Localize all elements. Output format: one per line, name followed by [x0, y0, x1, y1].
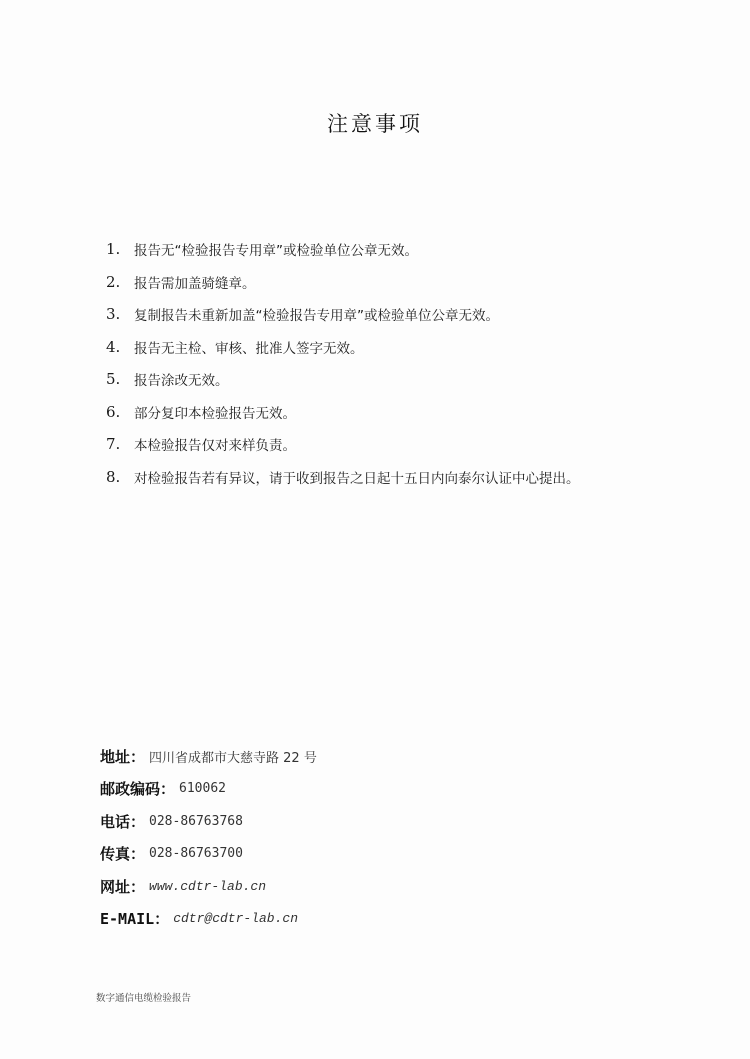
note-text: 复制报告未重新加盖“检验报告专用章”或检验单位公章无效。: [134, 308, 499, 325]
note-number: 8.: [106, 467, 121, 486]
note-item: [106, 363, 726, 396]
note-number: 5.: [106, 370, 121, 389]
contact-info: [100, 740, 317, 935]
postcode-value: 610062: [179, 781, 226, 797]
phone-label: 电话：: [100, 812, 146, 831]
note-text: 报告需加盖骑缝章。: [134, 275, 256, 292]
contact-website: [100, 870, 317, 903]
footer-report-name: 数字通信电缆检验报告: [96, 993, 192, 1004]
notes-list: [106, 233, 726, 493]
email-link: cdtr@cdtr-lab.cn: [173, 911, 299, 927]
fax-label: 传真：: [100, 845, 146, 864]
note-item: [106, 298, 726, 331]
note-number: 6.: [106, 402, 121, 421]
note-item: [106, 428, 726, 461]
note-text: 报告无主检、审核、批准人签字无效。: [134, 340, 364, 357]
note-number: 7.: [106, 435, 121, 454]
contact-address: [100, 740, 317, 773]
address-label: 地址：: [100, 747, 146, 766]
website-label: 网址：: [100, 877, 146, 896]
note-text: 报告涂改无效。: [134, 373, 229, 390]
page-title: 注意事项: [327, 112, 423, 136]
note-number: 4.: [106, 337, 121, 356]
phone-value: 028-86763768: [149, 813, 243, 829]
note-number: 3.: [106, 305, 121, 324]
note-item: [106, 233, 726, 266]
website-link: www.cdtr-lab.cn: [149, 878, 267, 894]
contact-fax: [100, 838, 317, 871]
note-text: 对检验报告若有异议，请于收到报告之日起十五日内向泰尔认证中心提出。: [134, 470, 580, 487]
note-item: [106, 331, 726, 364]
note-text: 本检验报告仅对来样负责。: [134, 438, 296, 455]
note-number: 1.: [106, 240, 121, 259]
note-item: [106, 266, 726, 299]
contact-phone: [100, 805, 317, 838]
address-value: 四川省成都市大慈寺路 22 号: [149, 750, 317, 766]
email-label: E-MAIL：: [100, 910, 170, 929]
note-text: 报告无“检验报告专用章”或检验单位公章无效。: [134, 243, 418, 260]
note-number: 2.: [106, 272, 121, 291]
fax-value: 028-86763700: [149, 846, 243, 862]
contact-postcode: [100, 773, 317, 806]
contact-email: [100, 903, 317, 936]
postcode-label: 邮政编码：: [100, 780, 176, 799]
note-item: [106, 461, 726, 494]
note-item: [106, 396, 726, 429]
note-text: 部分复印本检验报告无效。: [134, 405, 296, 422]
